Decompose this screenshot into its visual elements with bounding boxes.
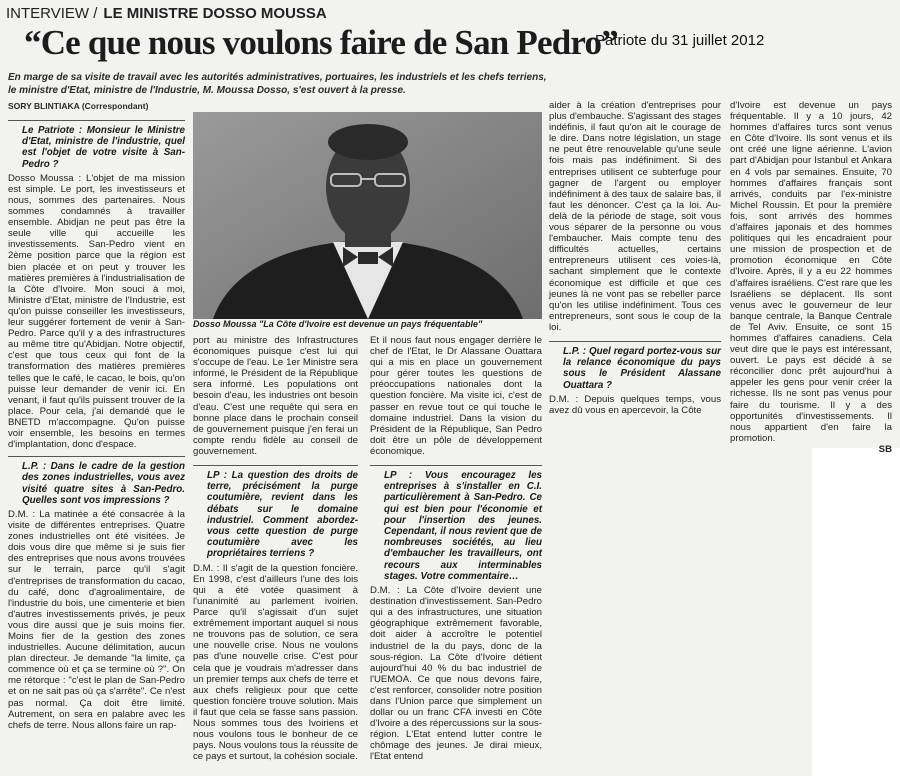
column-1 [8,118,185,774]
answer-5: D.M. : Depuis quelques temps, vous avez dû vous en apercevoir, la Côte [549,393,721,416]
column-rule [8,120,185,121]
answer-1: Dosso Moussa : L'objet de ma mission est simple. Le port, les investisseurs et nous, sommes des partenaires. Nous sommes condamnés à travailler ensemble. Abidjan ne peut pas être la seule ville qui accueille les investissements. San-Pedro vient en 2ème position parce que la région est bien placée et on peut y trouver les matières premières à l'industrialisation de la Côte d'Ivoire. Mon souci à moi, Ministre d'Etat, ministre de l'Industrie, est qu'on puisse conseiller les investisseurs, leur suggérer fortement de venir à San-Pedro. Parce qu'il y a des infrastructures au même titre qu'Abidjan. Notre objectif, c'est que tous ceux qui font de la transformation des matières premières telles que le café, le cacao, le bois, qu'on puisse leur demander de venir ici. En venant, il faut qu'ils puissent trouver de la place. Pour cela, j'ai demandé que le BNETD m'accompagne. Qu'on puisse voir ensemble, les besoins en termes d'implantation, donc d'espace. [8,172,185,451]
signature: SB [878,443,892,455]
column-rule [549,341,721,342]
question-4: LP : Vous encouragez les entreprises à s'installer en C.I. particulièrement à San-Pedro. Ce qui est bien pour l'économie et pour l'insertion des jeunes. Cependant, il nous revient que de nombreuses sociétés, au lieu d'embaucher les travailleurs, ont recours aux interminables stages. Votre commentaire… [384,470,542,582]
article-kicker [6,5,327,23]
answer-2: D.M. : La matinée a été consacrée à la visite de différentes entreprises. Quatre zones industrielles ont été visitées. Je dois vous dire que même si je suis fier des entreprises que nous avons trouvées sur le terrain, parce qu'il s'agit d'entreprises de transformation du cacao, du café, donc d'agroalimentaire, de l'industrie du bois, une cimenterie et bien d'autres investissements privés, je peux vous dire aussi que je suis moins fier. Moins fier de la gestion des zones industrielles. Aucune délimitation, aucun plan directeur. Je demande "la limite, ça commence où et ça se termine où ?". On me rétorque : "c'est le plan de San-Pedro et on ne sait pas où ça s'arrête". Ce n'est pas normal. Ça doit être limité. Autrement, on sera en palabre avec les chefs de terre. Nous allons faire un rap- [8,508,185,731]
article-lead: En marge de sa visite de travail avec les autorités administratives, portuaires, les industriels et les chefs terriens, le ministre d'Etat, ministre de l'Industrie, M. Moussa Dosso, s'est ouvert à la presse. [8,72,547,96]
answer-continued: port au ministre des Infrastructures économiques puisque c'est lui qui s'occupe de l'eau. Le 1er Ministre sera informé, le Président de la République sera informé. Les populations ont besoin d'eau, les industries ont besoin d'eau. C'est une requête qui sera en bonne place dans le prochain conseil de gouvernement puisque j'en ferai un compte rendu fidèle au conseil de gouvernement. [193,335,358,457]
answer-4: D.M. : La Côte d'Ivoire devient une destination d'investissement. San-Pedro qui a des infrastructures, une situation géographique extrêmement favorable, doit aider à accroître le potentiel industriel de la du pays, donc de la sous-région. La Côte d'Ivoire détient aujourd'hui 40 % du bac industriel de l'UEMOA. Ce que nous devons faire, c'est renforcer, consolider notre position dans l'Union parce que simplement un dollar ou un franc CFA investi en Côte d'Ivoire a des répercussions sur la sous-région. L'Etat entend lutter contre le chômage des jeunes. Je dirai mieux, l'Etat entend [370,585,542,763]
question-1: Le Patriote : Monsieur le Ministre d'Etat, ministre de l'industrie, quel est l'objet de votre visite à San-Pedro ? [22,125,185,170]
answer-continued: Et il nous faut nous engager derrière le chef de l'Etat, le Dr Alassane Ouattara qui a mis en place un gouvernement pour gérer toutes les questions de préoccupations nationales dont la question foncière. Ma visite ici, c'est de passer en revue tout ce qui touche le domaine industriel. Dans la vision du Président de la République, San Pedro doit être un pôle de développement économique. [370,335,542,457]
column-4 [549,100,721,446]
source-note: Patriote du 31 juillet 2012 [595,32,765,49]
byline: SORY BLINTIAKA (Correspondant) [8,101,149,111]
column-rule [193,465,358,466]
kicker-title: LE MINISTRE DOSSO MOUSSA [103,5,327,22]
answer-continued: aider à la création d'entreprises pour plus d'embauche. S'agissant des stages indéfinis, il faut qu'on ait le courage de le dire. Dans notre législation, un stage ne peut être renouvelable qu'une seule fois mais pas indéfiniment. Si des entreprises utilisent ce subterfuge pour gagner de l'argent ou employer indéfiniment à des taux de salaire bas, il faut les dénoncer. C'est ça la loi. Au-delà de la période de stage, soit vous vous séparer de la personne ou vous l'embaucher. Mais compte tenu des difficultés actuelles, certains entrepreneurs utilisent ces voies-là, sachant simplement que le contexte économique est difficile et que ces jeunes là ne vont pas se rebeller parce qu'on les utilise indéfiniment. Tous ces entrepreneurs, sont sous le coup de la loi. [549,100,721,333]
answer-continued: d'Ivoire est devenue un pays fréquentable. Il y a 10 jours, 42 hommes d'affaires turcs sont venus en Côte d'Ivoire. Ils sont venus et ils ont créé une ligne aérienne. L'avion part d'Abidjan pour Istanbul et Ankara en 4 vols par semaines. Ensuite, 70 hommes d'affaires français sont arrivés, conduits par l'ex-ministre Michel Roussin. Et pour la première fois, sont arrivés des hommes d'affaires japonais et des hommes politiques qui les encadraient pour une mission de prospection et de promotion économique en Côte d'Ivoire. Après, il y a eu 22 hommes d'affaires israéliens. C'est rare que les Israéliens se déplacent. Ils sont venus avec le gouverneur de leur banque centrale, la Banque Centrale de Tel Aviv. Ensuite, ce sont 15 hommes d'affaires canadiens. Cela veut dire que le pays est intéressant, ouvert. Le pays est décidé à se réconcilier donc prêt aujourd'hui à appeler les gens pour venir créer la richesse. Ils ne sont pas venus pour faire du tourisme. Il y a des opportunités d'investissements. Il nous appartient d'en faire la promotion. [730,100,892,444]
question-3: LP : La question des droits de terre, précisément la purge coutumière, revient dans les débats sur le domaine industriel. Comment abordez-vous cette question de purge coutumière avec les propriétaires terriens ? [207,470,358,560]
photo-caption: Dosso Moussa "La Côte d'Ivoire est devenue un pays fréquentable" [193,319,483,329]
portrait-photo [193,112,542,319]
answer-3: D.M. : Il s'agit de la question foncière. En 1998, c'est d'ailleurs l'une des lois qui a été votée quasiment à l'unanimité au parlement ivoirien. Parce qu'il s'agissait d'un sujet extrêmement important auquel si nous ne trouvons pas de solution, ce sera une nouvelle crise. Nous ne voulons pas d'une nouvelle crise. C'est pour cela que je voudrais m'adresser dans un premier temps aux chefs de terre et aux chefs religieux pour que cette question foncière trouve solution. Mais il faut que cela se fasse sans passion. Nous sommes tous des Ivoiriens et nous voulons tous le bonheur de ce pays. Nous voulons tous la réussite de ce pays et surtout, la cohésion sociale. [193,562,358,763]
portrait-illustration [193,112,542,319]
column-5 [730,100,892,455]
question-5: L.P. : Quel regard portez-vous sur la relance économique du pays sous le Président Alassane Ouattara ? [563,345,721,391]
rubric-label: INTERVIEW / [6,5,98,22]
column-rule [370,465,542,466]
column-3 [370,335,542,774]
column-rule [8,456,185,457]
blank-margin [812,448,900,776]
column-2 [193,335,358,774]
headline: “Ce que nous voulons faire de San Pedro” [24,23,618,62]
question-2: L.P. : Dans le cadre de la gestion des zones industrielles, vous avez visité quatre sites à San-Pedro. Quelles sont vos impressions ? [22,461,185,506]
